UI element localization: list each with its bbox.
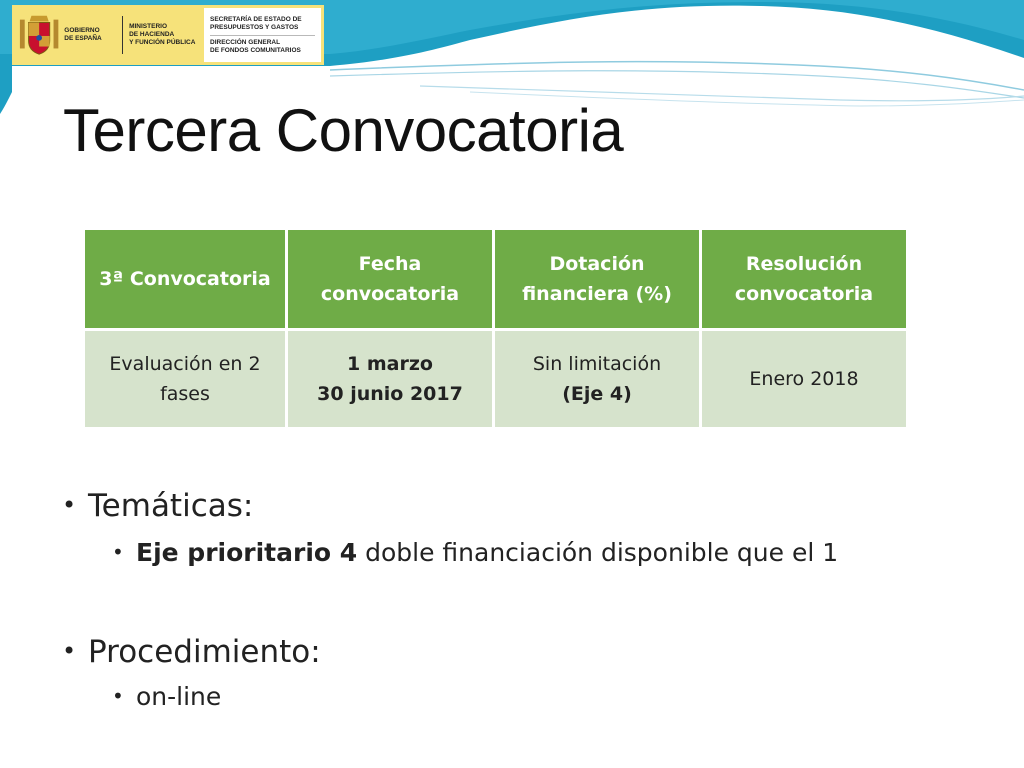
bullet-tematicas <box>62 488 253 524</box>
table-row <box>85 331 906 427</box>
cell-dotacion <box>495 331 699 427</box>
gobierno-text: GOBIERNO DE ESPAÑA <box>64 27 102 42</box>
cell-line: Sin limitación <box>532 353 662 375</box>
cell-line: 1 marzo <box>347 353 433 375</box>
direccion-text: DIRECCIÓN GENERAL DE FONDOS COMUNITARIOS <box>210 38 301 54</box>
column-header-resolucion <box>702 230 906 331</box>
column-header-line: Resolución <box>745 253 863 275</box>
ministerio-text: MINISTERIO DE HACIENDA Y FUNCIÓN PÚBLICA <box>129 23 196 46</box>
sub-bullet-text: doble financiación disponible que el 1 <box>357 538 839 567</box>
sub-bullet-online <box>112 682 221 711</box>
table-header-row <box>85 230 906 331</box>
cell-line: 30 junio 2017 <box>317 383 463 405</box>
cell-evaluacion <box>85 331 285 427</box>
secretaria-text: SECRETARÍA DE ESTADO DE PRESUPUESTOS Y GASTOS <box>210 15 302 31</box>
column-header-dotacion <box>495 230 699 331</box>
column-header-line: Dotación <box>549 253 645 275</box>
secretaria-divider <box>210 35 315 36</box>
column-header-convocatoria <box>85 230 285 331</box>
cell-line: Enero 2018 <box>749 368 859 390</box>
bullet-procedimiento <box>62 634 321 670</box>
cell-line: fases <box>160 383 210 405</box>
bullet-glyph: • <box>62 491 77 519</box>
government-logo <box>12 5 204 65</box>
sub-bullet-glyph: • <box>112 540 124 564</box>
sub-bullet-text: on-line <box>136 682 222 711</box>
sub-bullet-bold-text: Eje prioritario 4 <box>136 538 358 567</box>
column-header-line: 3ª Convocatoria <box>99 268 271 290</box>
column-header-line: convocatoria <box>320 283 460 305</box>
cell-line: (Eje 4) <box>562 383 632 405</box>
coat-of-arms-icon <box>18 9 60 61</box>
government-logo-band <box>12 5 324 65</box>
sub-bullet-glyph: • <box>112 684 124 708</box>
secretaria-block <box>204 5 324 65</box>
bullet-text: Procedimiento: <box>88 634 321 670</box>
logo-separator <box>122 16 123 54</box>
convocatoria-table <box>82 230 909 427</box>
slide-title: Tercera Convocatoria <box>63 97 624 164</box>
cell-fecha <box>288 331 492 427</box>
column-header-line: financiera (%) <box>522 283 672 305</box>
bullet-text: Temáticas: <box>88 488 254 524</box>
cell-line: Evaluación en 2 <box>109 353 261 375</box>
cell-resolucion <box>702 331 906 427</box>
column-header-line: convocatoria <box>734 283 874 305</box>
column-header-line: Fecha <box>358 253 422 275</box>
bullet-glyph: • <box>62 637 77 665</box>
column-header-fecha <box>288 230 492 331</box>
sub-bullet-eje <box>112 538 838 567</box>
